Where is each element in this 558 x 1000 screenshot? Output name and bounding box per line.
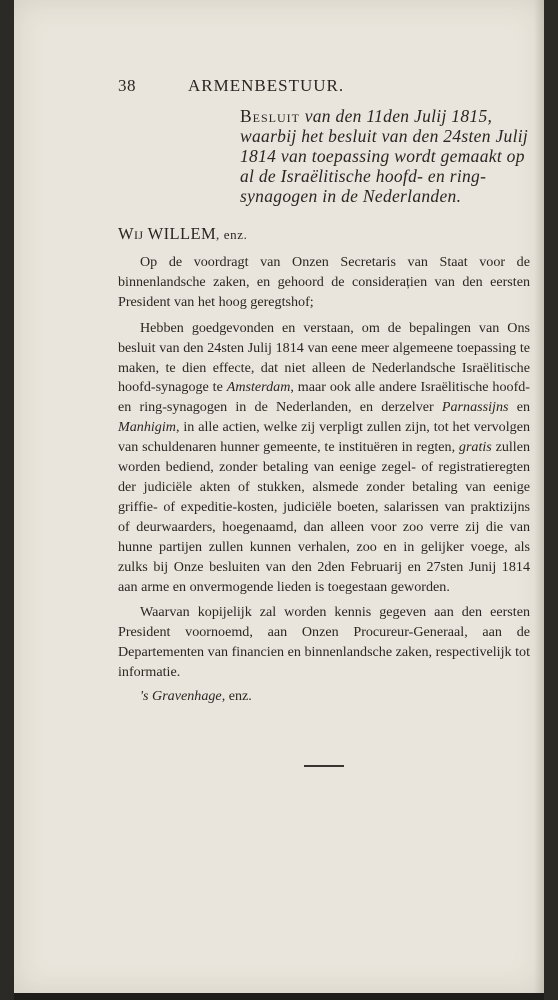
page-edge-shadow bbox=[534, 0, 544, 993]
closing-line bbox=[140, 688, 530, 705]
paragraph-2-part-c: en bbox=[508, 399, 530, 416]
paragraph-2-part-d: , in alle actien, welke zij verpligt zullen zijn, tot het vervolgen van schuldenaren hunner gemeente, te instituëren in regten, bbox=[118, 419, 530, 456]
page-number: 38 bbox=[118, 76, 136, 95]
decree-title-lead: Besluit bbox=[240, 106, 300, 126]
running-title: ARMENBESTUUR. bbox=[188, 76, 345, 95]
paragraph-2-part-a: Hebben goedgevonden en verstaan, om de bepalingen van Ons besluit van den 24sten Julij 1814 van eene meer algemeene toepassing te maken, te dien effecte, dat niet alleen de Nederlandsche Israëlitische hoofd-synagoge te bbox=[118, 319, 530, 396]
page-header bbox=[118, 68, 530, 98]
decree-title-text: van den 11den Julij 1815, waarbij het besluit van den 24sten Julij 1814 van toepassing wordt gemaakt op al de Israëlitische hoofd- en ring-synagogen in de Nederlanden. bbox=[240, 106, 529, 206]
page-bottom-shadow bbox=[14, 993, 544, 1000]
heading-suffix: , enz. bbox=[216, 227, 248, 242]
paragraph-2-part-b: , maar ook alle andere Israëlitische hoofd- en ring-synagogen in de Nederlanden, en derzelver bbox=[118, 379, 530, 416]
place-amsterdam: Amsterdam bbox=[226, 379, 291, 396]
paragraph-1: Op de voordragt van Onzen Secretaris van Staat voor de binnenlandsche zaken, en gehoord de considerațien van den eersten President van het hoog geregtshof; bbox=[118, 254, 530, 310]
decree-heading bbox=[118, 224, 530, 244]
decree-title bbox=[240, 106, 530, 206]
paragraph-2-part-e: zullen worden bediend, zonder betaling van eenige zegel- of registratieregten der judiciële akten of stukken, alsmede zonder betaling van eenige griffie- of expeditie-kosten, judiciële boeten, salarissen van praktizijns of deurwaarders, hoegenaamd, dan alleen voor zoo verre zij die van hunne partijen zullen kunnen verhalen, zoo en in gelijker voege, als zulks bij Onze besluiten van den 2den Februarij en 27sten Junij 1814 aan arme en onvermogende lieden is toegestaan geworden. bbox=[118, 439, 531, 595]
end-rule bbox=[304, 765, 344, 767]
closing-place: 's Gravenhage bbox=[140, 688, 222, 705]
paragraph-3: Waarvan kopijelijk zal worden kennis gegeven aan den eersten President voornoemd, aan Onzen Procureur-Generaal, aan de Departementen van financien en binnenlandsche zaken, respectivelijk tot informatie. bbox=[118, 604, 530, 681]
term-gratis: gratis bbox=[458, 439, 492, 456]
closing-suffix: , enz. bbox=[221, 688, 252, 705]
heading-name: Wij WILLEM bbox=[118, 224, 217, 243]
term-parnassijns: Parnassijns bbox=[441, 399, 509, 416]
page-content bbox=[118, 68, 530, 705]
paragraph-2 bbox=[118, 319, 530, 598]
term-manhigim: Manhigim bbox=[118, 419, 176, 436]
book-page bbox=[14, 0, 544, 993]
